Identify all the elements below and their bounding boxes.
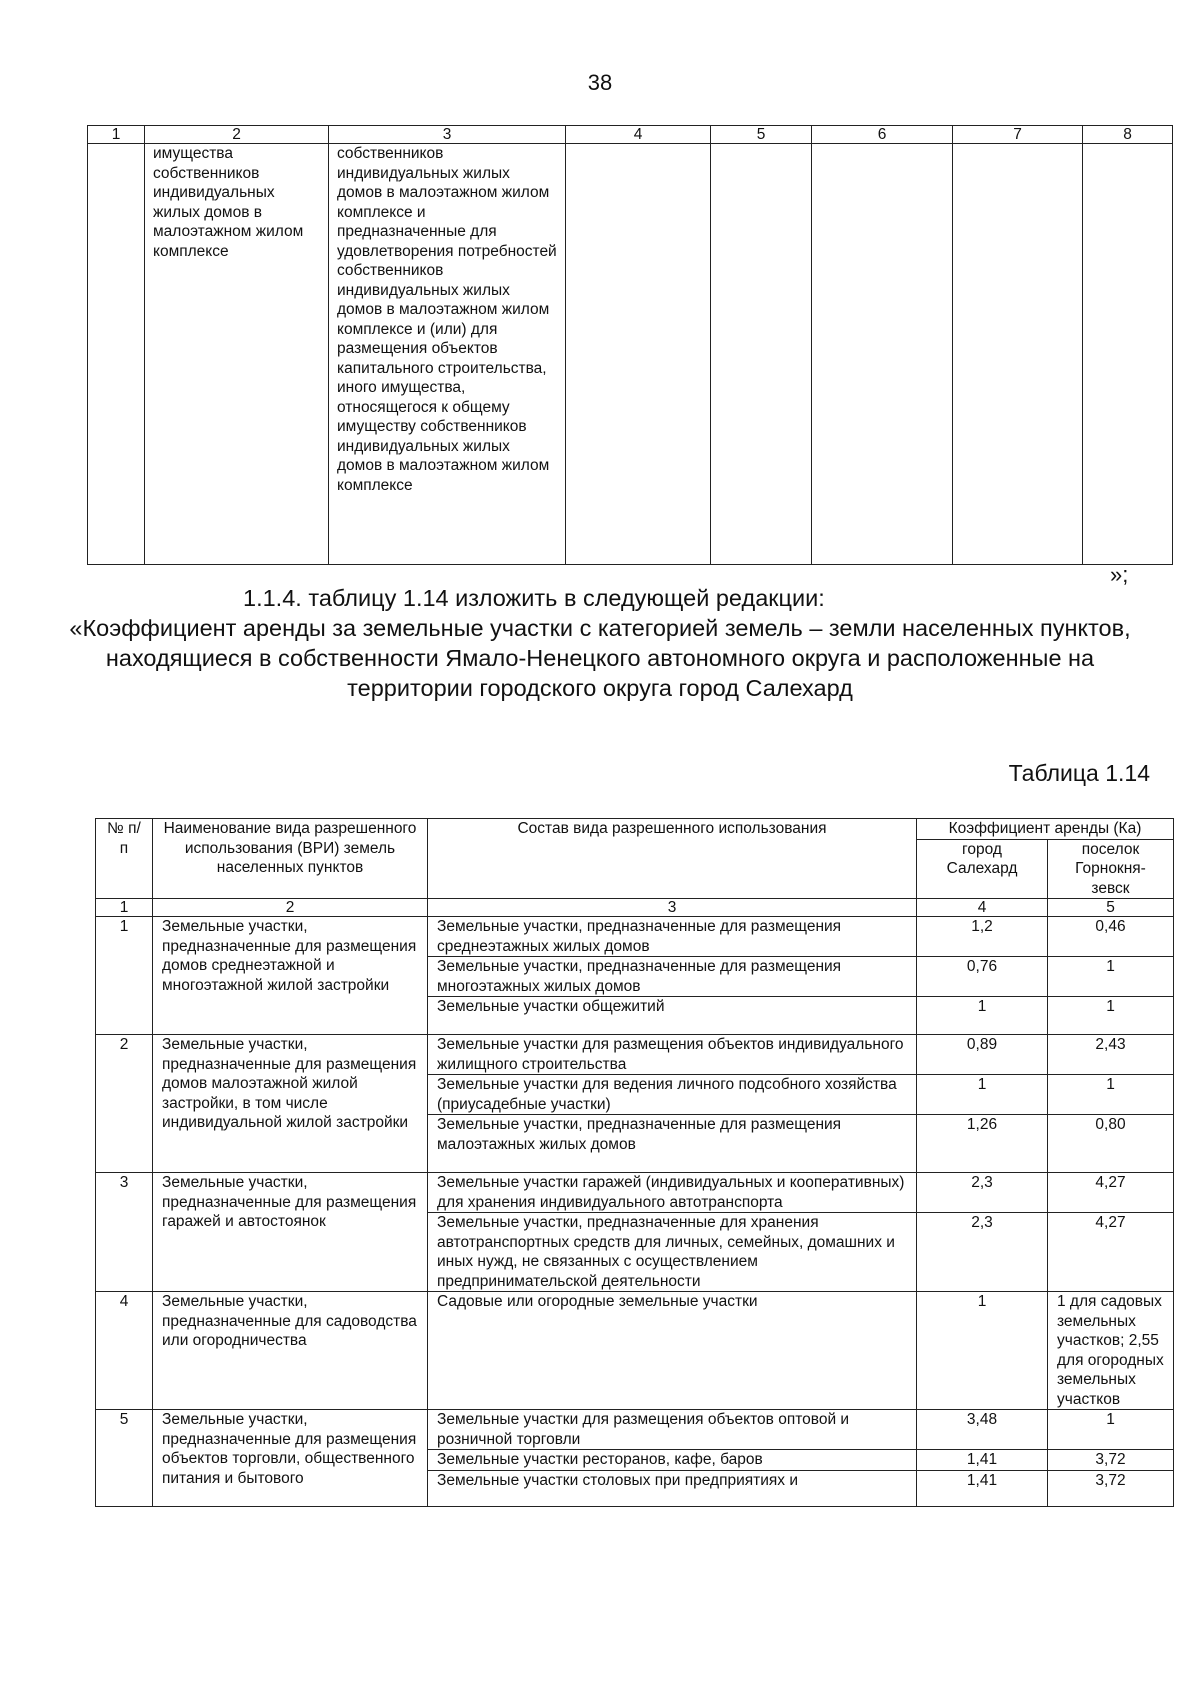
column-number: 6: [812, 126, 953, 144]
column-number: 5: [711, 126, 812, 144]
column-number: 1: [96, 899, 153, 917]
column-number: 2: [153, 899, 428, 917]
header-city: город Салехард: [917, 839, 1048, 899]
row-village: 1 для садовых земельных участков; 2,55 для огородных земельных участков: [1048, 1292, 1174, 1410]
empty-cell: [812, 144, 953, 565]
row-village: 1: [1048, 957, 1174, 997]
column-number: 3: [428, 899, 917, 917]
empty-cell: [711, 144, 812, 565]
row-composition: Земельные участки общежитий: [428, 997, 917, 1035]
row-city: 2,3: [917, 1213, 1048, 1292]
column-number: 4: [566, 126, 711, 144]
row-city: 2,3: [917, 1173, 1048, 1213]
row-num: 1: [96, 917, 153, 1035]
row-num: 4: [96, 1292, 153, 1410]
row-num: 5: [96, 1410, 153, 1507]
row-num: 2: [96, 1035, 153, 1173]
page-number: 38: [587, 70, 613, 95]
header-row: [96, 819, 1174, 840]
row-city: 3,48: [917, 1410, 1048, 1450]
row-composition: Земельные участки, предназначенные для размещения малоэтажных жилых домов: [428, 1115, 917, 1173]
row-composition: Земельные участки гаражей (индивидуальных и кооперативных) для хранения индивидуального автотранспорта: [428, 1173, 917, 1213]
column-number: 1: [88, 126, 145, 144]
row-village: 0,46: [1048, 917, 1174, 957]
column-number: 7: [953, 126, 1083, 144]
row-name: Земельные участки, предназначенные для размещения домов среднеэтажной и многоэтажной жилой застройки: [153, 917, 428, 1035]
empty-cell: [953, 144, 1083, 565]
cell-composition: собственников индивидуальных жилых домов в малоэтажном жилом комплексе и предназначенные для удовлетворения потребностей собственников индивидуальных жилых домов в малоэтажном жилом комплексе и (или) для размещения объектов капитального строительства, иного имущества, относящегося к общему имуществу собственников индивидуальных жилых домов в малоэтажном жилом комплексе: [329, 144, 566, 565]
row-village: 1: [1048, 997, 1174, 1035]
row-composition: Земельные участки, предназначенные для размещения многоэтажных жилых домов: [428, 957, 917, 997]
row-composition: Садовые или огородные земельные участки: [428, 1292, 917, 1410]
row-city: 0,89: [917, 1035, 1048, 1075]
row-name: Земельные участки, предназначенные для садоводства или огородничества: [153, 1292, 428, 1410]
row-num: 3: [96, 1173, 153, 1292]
row-composition: Земельные участки, предназначенные для хранения автотранспортных средств для личных, семейных, домашних и иных нужд, не связанных с осуществлением предпринимательской деятельности: [428, 1213, 917, 1292]
row-city: 0,76: [917, 957, 1048, 997]
table-label: Таблица 1.14: [1008, 760, 1150, 786]
previous-table: [87, 125, 1173, 565]
header-composition: Состав вида разрешенного использования: [428, 819, 917, 899]
row-village: 4,27: [1048, 1173, 1174, 1213]
row-city: 1,26: [917, 1115, 1048, 1173]
row-city: 1: [917, 1292, 1048, 1410]
table-row: [96, 1292, 1174, 1410]
empty-cell: [1083, 144, 1173, 565]
cell-name: имущества собственников индивидуальных жилых домов в малоэтажном жилом комплексе: [145, 144, 329, 565]
row-city: 1,2: [917, 917, 1048, 957]
table-row: [96, 917, 1174, 957]
table-row: [96, 1035, 1174, 1075]
empty-cell: [88, 144, 145, 565]
row-composition: Земельные участки для размещения объектов оптовой и розничной торговли: [428, 1410, 917, 1450]
coefficient-table: [95, 818, 1174, 1507]
header-village: поселок Горнокня-зевск: [1048, 839, 1174, 899]
column-number-row: [96, 899, 1174, 917]
table-row: [96, 1410, 1174, 1450]
row-village: 2,43: [1048, 1035, 1174, 1075]
row-city: 1,41: [917, 1450, 1048, 1471]
empty-cell: [566, 144, 711, 565]
row-village: 3,72: [1048, 1470, 1174, 1506]
row-composition: Земельные участки, предназначенные для размещения среднеэтажных жилых домов: [428, 917, 917, 957]
amendment-line: 1.1.4. таблицу 1.14 изложить в следующей редакции:: [243, 585, 825, 611]
column-number: 8: [1083, 126, 1173, 144]
column-number-row: [88, 126, 1173, 144]
table-row: [88, 144, 1173, 565]
row-village: 4,27: [1048, 1213, 1174, 1292]
row-composition: Земельные участки столовых при предприятиях и: [428, 1470, 917, 1506]
row-city: 1,41: [917, 1470, 1048, 1506]
header-coef: Коэффициент аренды (Ка): [917, 819, 1174, 840]
row-village: 0,80: [1048, 1115, 1174, 1173]
row-composition: Земельные участки ресторанов, кафе, баров: [428, 1450, 917, 1471]
header-name: Наименование вида разрешенного использования (ВРИ) земель населенных пунктов: [153, 819, 428, 899]
row-village: 1: [1048, 1075, 1174, 1115]
row-name: Земельные участки, предназначенные для размещения домов малоэтажной жилой застройки, в том числе индивидуальной жилой застройки: [153, 1035, 428, 1173]
header-num: № п/п: [96, 819, 153, 899]
table-title: «Коэффициент аренды за земельные участки с категорией земель – земли населенных пунктов, находящиеся в собственности Ямало-Ненецкого автономного округа и расположенные на территории городского округа город Салехард: [69, 615, 1131, 701]
row-village: 1: [1048, 1410, 1174, 1450]
row-village: 3,72: [1048, 1450, 1174, 1471]
column-number: 4: [917, 899, 1048, 917]
column-number: 3: [329, 126, 566, 144]
row-name: Земельные участки, предназначенные для размещения объектов торговли, общественного питания и бытового: [153, 1410, 428, 1507]
column-number: 5: [1048, 899, 1174, 917]
row-city: 1: [917, 997, 1048, 1035]
row-name: Земельные участки, предназначенные для размещения гаражей и автостоянок: [153, 1173, 428, 1292]
closing-quote: »;: [1110, 562, 1129, 587]
table-row: [96, 1173, 1174, 1213]
column-number: 2: [145, 126, 329, 144]
row-composition: Земельные участки для размещения объектов индивидуального жилищного строительства: [428, 1035, 917, 1075]
row-composition: Земельные участки для ведения личного подсобного хозяйства (приусадебные участки): [428, 1075, 917, 1115]
row-city: 1: [917, 1075, 1048, 1115]
